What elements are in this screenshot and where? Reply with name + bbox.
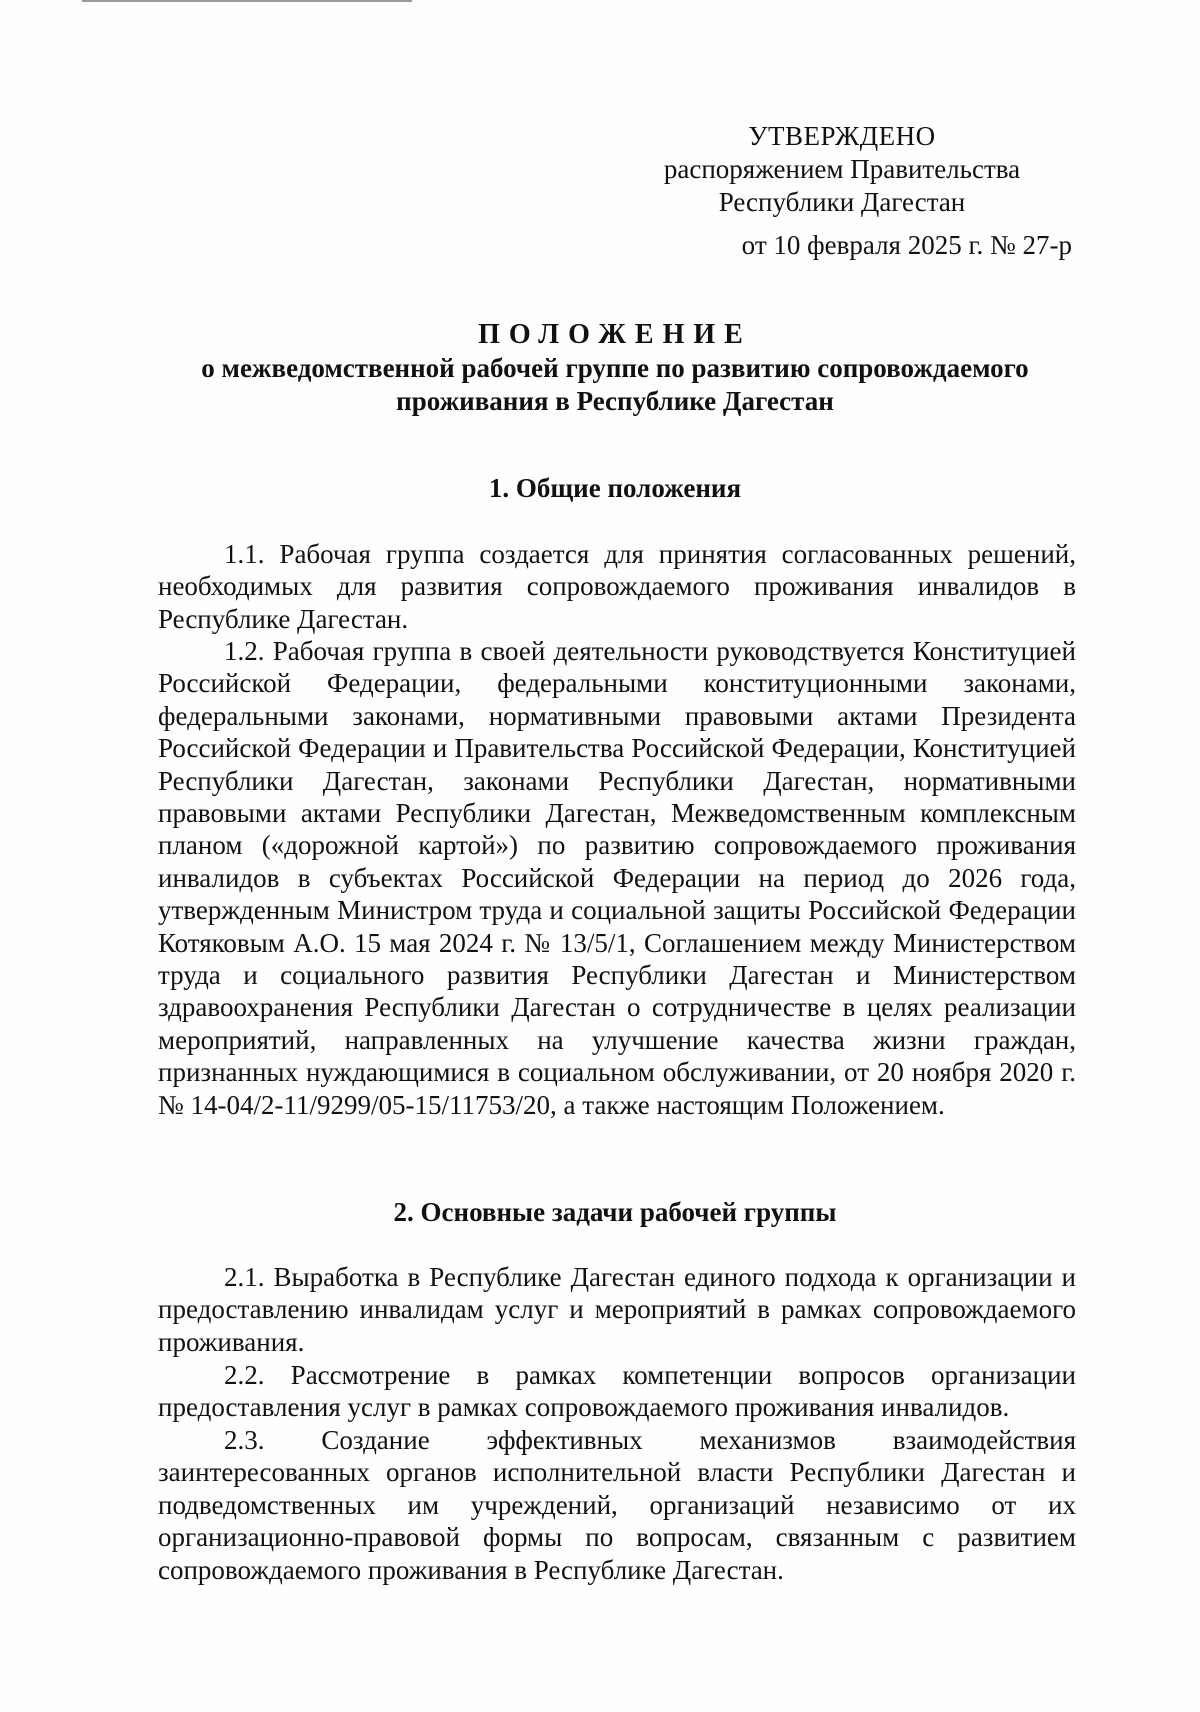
document-heading: ПОЛОЖЕНИЕ bbox=[478, 319, 752, 350]
paragraph-1-2: 1.2. Рабочая группа в своей деятельности руководствуется Конституцией Российской Федерации, федеральными конституционными законами, федеральными законами, нормативными правовыми актами Президента Российской Федерации и Правительства Российской Федерации, Конституцией Республики Дагестан, законами Республики Дагестан, нормативными правовыми актами Республики Дагестан, Межведомственным комплексным планом («дорожной картой») по развитию сопровождаемого проживания инвалидов в субъектах Российской Федерации на период до 2026 года, утвержденным Министром труда и социальной защиты Российской Федерации Котяковым А.О. 15 мая 2024 г. № 13/5/1, Соглашением между Министерством труда и социального развития Республики Дагестан и Министерством здравоохранения Республики Дагестан о сотрудничестве в целях реализации мероприятий, направленных на улучшение качества жизни граждан, признанных нуждающимися в социальном обслуживании, от 20 ноября 2020 г. № 14-04/2-11/9299/05-15/11753/20, а также настоящим Положением. bbox=[158, 636, 1076, 1120]
approval-by-line: распоряжением Правительства bbox=[663, 154, 1021, 184]
section-heading-general: 1. Общие положения bbox=[488, 473, 742, 503]
document-subtitle: о межведомственной рабочей группе по развитию сопровождаемого проживания в Республике Дагестан bbox=[201, 353, 1029, 416]
paragraph-1-1: 1.1. Рабочая группа создается для принятия согласованных решений, необходимых для развития сопровождаемого проживания инвалидов в Республике Дагестан. bbox=[158, 539, 1076, 634]
paragraph-2-3: 2.3. Создание эффективных механизмов взаимодействия заинтересованных органов исполнительной власти Республики Дагестан и подведомственных им учреждений, организаций независимо от их организационно-правовой формы по вопросам, связанным с развитием сопровождаемого проживания в Республике Дагестан. bbox=[158, 1425, 1076, 1585]
approval-date-number: от 10 февраля 2025 г. № 27-р bbox=[741, 230, 1072, 260]
approval-stamp-block bbox=[612, 120, 1072, 262]
document-title bbox=[150, 318, 1080, 418]
approval-status: УТВЕРЖДЕНО bbox=[748, 121, 936, 151]
paragraph-2-2: 2.2. Рассмотрение в рамках компетенции вопросов организации предоставления услуг в рамках сопровождаемого проживания инвалидов. bbox=[158, 1360, 1076, 1423]
scan-edge-line bbox=[82, 0, 412, 2]
approval-authority: Республики Дагестан bbox=[718, 187, 966, 217]
paragraph-2-1: 2.1. Выработка в Республике Дагестан единого подхода к организации и предоставлению инвалидам услуг и мероприятий в рамках сопровождаемого проживания. bbox=[158, 1262, 1076, 1357]
section-heading-tasks: 2. Основные задачи рабочей группы bbox=[393, 1197, 837, 1227]
